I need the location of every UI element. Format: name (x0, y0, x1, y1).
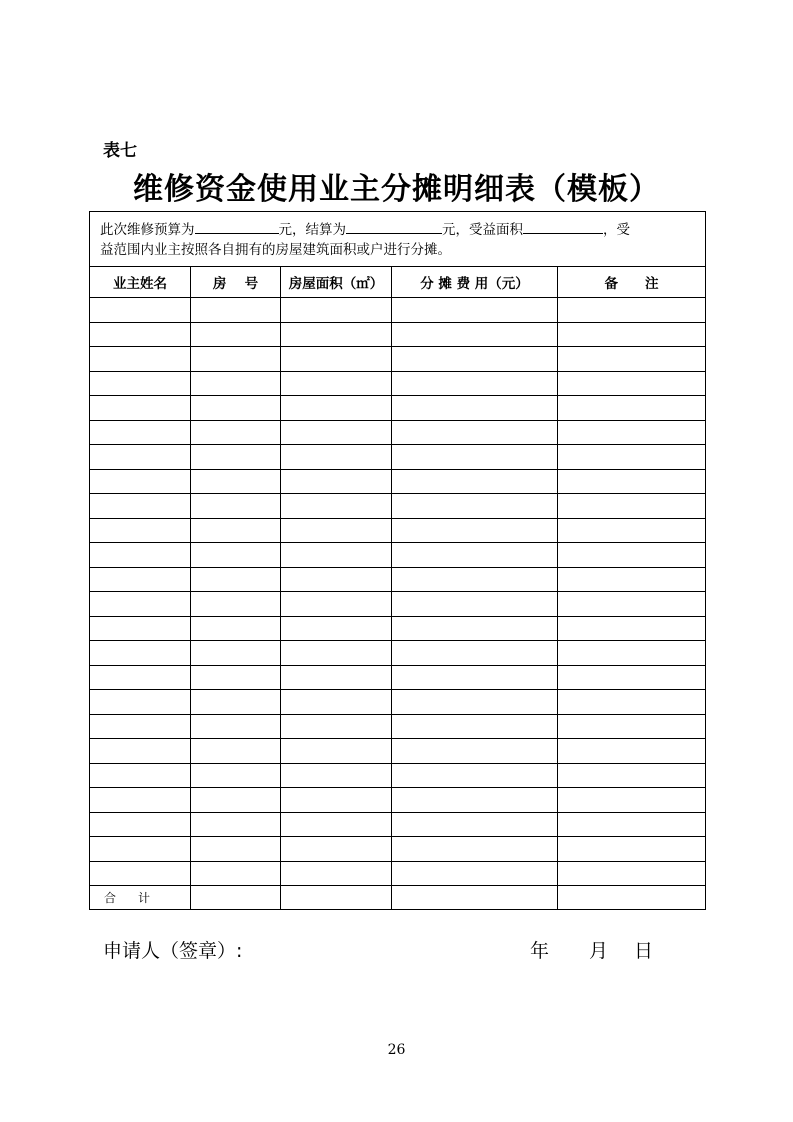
table-cell[interactable] (281, 837, 392, 862)
table-cell[interactable] (90, 812, 191, 837)
table-row (90, 788, 706, 813)
table-cell[interactable] (392, 420, 558, 445)
table-cell[interactable] (281, 494, 392, 519)
area-blank (523, 219, 603, 234)
table-cell[interactable] (191, 567, 281, 592)
table-cell[interactable] (558, 641, 706, 666)
table-label: 表七 (103, 141, 137, 161)
table-cell[interactable] (392, 567, 558, 592)
table-cell[interactable] (392, 690, 558, 715)
table-row (90, 812, 706, 837)
table-row (90, 690, 706, 715)
table-cell[interactable] (558, 469, 706, 494)
table-cell[interactable] (90, 837, 191, 862)
allocation-table (89, 211, 706, 910)
table-row (90, 371, 706, 396)
table-cell[interactable] (281, 420, 392, 445)
table-cell[interactable] (392, 445, 558, 470)
table-cell[interactable] (191, 543, 281, 568)
table-cell[interactable] (90, 763, 191, 788)
table-cell[interactable] (558, 616, 706, 641)
table-cell[interactable] (558, 494, 706, 519)
table-cell[interactable] (281, 469, 392, 494)
intro-row (90, 212, 706, 267)
table-cell[interactable] (558, 861, 706, 886)
table-cell[interactable] (191, 322, 281, 347)
table-cell[interactable] (558, 567, 706, 592)
table-row (90, 445, 706, 470)
table-cell[interactable] (558, 543, 706, 568)
table-cell[interactable] (191, 788, 281, 813)
total-cell[interactable] (392, 886, 558, 910)
table-cell[interactable] (392, 396, 558, 421)
table-cell[interactable] (281, 641, 392, 666)
table-cell[interactable] (90, 592, 191, 617)
table-cell[interactable] (90, 322, 191, 347)
table-cell[interactable] (281, 616, 392, 641)
table-row (90, 347, 706, 372)
table-row (90, 567, 706, 592)
table-cell[interactable] (281, 347, 392, 372)
table-row (90, 739, 706, 764)
table-cell[interactable] (558, 739, 706, 764)
table-cell[interactable] (191, 420, 281, 445)
table-cell[interactable] (392, 837, 558, 862)
table-cell[interactable] (392, 641, 558, 666)
table-cell[interactable] (90, 445, 191, 470)
table-cell[interactable] (558, 763, 706, 788)
budget-blank (195, 219, 279, 234)
table-cell[interactable] (191, 298, 281, 323)
table-row (90, 837, 706, 862)
table-cell[interactable] (392, 861, 558, 886)
table-cell[interactable] (191, 347, 281, 372)
table-cell[interactable] (90, 469, 191, 494)
table-cell[interactable] (281, 371, 392, 396)
intro-text-settlement: 元，结算为 (278, 221, 346, 238)
total-cell[interactable] (281, 886, 392, 910)
table-cell[interactable] (191, 592, 281, 617)
table-cell[interactable] (191, 812, 281, 837)
table-cell[interactable] (281, 714, 392, 739)
table-row (90, 420, 706, 445)
table-row (90, 616, 706, 641)
table-cell[interactable] (281, 592, 392, 617)
table-row (90, 494, 706, 519)
table-cell[interactable] (90, 347, 191, 372)
table-cell[interactable] (191, 861, 281, 886)
table-cell[interactable] (191, 665, 281, 690)
page-number: 26 (387, 1042, 406, 1058)
table-cell[interactable] (392, 763, 558, 788)
table-row (90, 763, 706, 788)
intro-text-tail: ，受 (603, 221, 630, 238)
table-row (90, 641, 706, 666)
table-cell[interactable] (392, 714, 558, 739)
table-cell[interactable] (191, 837, 281, 862)
table-cell[interactable] (281, 445, 392, 470)
total-cell[interactable] (191, 886, 281, 910)
intro-text-budget: 此次维修预算为 (100, 221, 195, 238)
column-header-remarks: 备 注 (558, 267, 706, 298)
table-cell[interactable] (281, 518, 392, 543)
table-cell[interactable] (90, 567, 191, 592)
table-cell[interactable] (558, 714, 706, 739)
table-cell[interactable] (558, 592, 706, 617)
table-cell[interactable] (558, 518, 706, 543)
table-row (90, 322, 706, 347)
table-row (90, 592, 706, 617)
table-row (90, 665, 706, 690)
table-cell[interactable] (392, 322, 558, 347)
table-cell[interactable] (90, 494, 191, 519)
table-cell[interactable] (90, 788, 191, 813)
table-cell[interactable] (392, 788, 558, 813)
table-cell[interactable] (558, 322, 706, 347)
total-row (90, 886, 706, 910)
table-cell[interactable] (191, 518, 281, 543)
table-cell[interactable] (281, 739, 392, 764)
table-cell[interactable] (191, 690, 281, 715)
table-cell[interactable] (191, 469, 281, 494)
day-label: 日 (634, 940, 654, 962)
table-cell[interactable] (281, 567, 392, 592)
intro-text-area: 元，受益面积 (442, 221, 523, 238)
table-cell[interactable] (90, 861, 191, 886)
table-cell[interactable] (392, 592, 558, 617)
table-cell[interactable] (90, 690, 191, 715)
table-cell[interactable] (90, 396, 191, 421)
table-cell[interactable] (281, 812, 392, 837)
table-cell[interactable] (281, 690, 392, 715)
table-cell[interactable] (281, 322, 392, 347)
table-cell[interactable] (191, 763, 281, 788)
table-cell[interactable] (558, 788, 706, 813)
total-cell[interactable] (558, 886, 706, 910)
table-cell[interactable] (191, 396, 281, 421)
month-label: 月 (589, 940, 609, 962)
table-cell[interactable] (392, 347, 558, 372)
table-cell[interactable] (281, 665, 392, 690)
column-header-shared-cost: 分 摊 费 用（元） (392, 267, 558, 298)
table-cell[interactable] (191, 445, 281, 470)
table-cell[interactable] (90, 298, 191, 323)
total-label: 合 计 (90, 886, 191, 910)
table-cell[interactable] (558, 371, 706, 396)
table-row (90, 396, 706, 421)
table-cell[interactable] (558, 298, 706, 323)
table-cell[interactable] (281, 543, 392, 568)
table-row (90, 714, 706, 739)
column-header-owner-name: 业主姓名 (90, 267, 191, 298)
table-cell[interactable] (392, 739, 558, 764)
table-cell[interactable] (191, 616, 281, 641)
table-cell[interactable] (558, 837, 706, 862)
table-cell[interactable] (90, 616, 191, 641)
table-cell[interactable] (191, 371, 281, 396)
table-cell[interactable] (191, 714, 281, 739)
table-cell[interactable] (558, 420, 706, 445)
table-cell[interactable] (191, 641, 281, 666)
header-row (90, 267, 706, 298)
column-header-room-number: 房 号 (191, 267, 281, 298)
table-cell[interactable] (90, 371, 191, 396)
table-cell[interactable] (392, 298, 558, 323)
table-cell[interactable] (558, 812, 706, 837)
table-cell[interactable] (90, 641, 191, 666)
settlement-blank (346, 219, 442, 234)
table-cell[interactable] (392, 518, 558, 543)
table-cell[interactable] (558, 665, 706, 690)
table-cell[interactable] (558, 445, 706, 470)
table-cell[interactable] (392, 543, 558, 568)
table-cell[interactable] (90, 543, 191, 568)
date-line (530, 936, 653, 963)
table-cell[interactable] (90, 665, 191, 690)
table-row (90, 861, 706, 886)
intro-cell (90, 212, 706, 267)
table-row (90, 518, 706, 543)
table-cell[interactable] (392, 812, 558, 837)
table-cell[interactable] (191, 739, 281, 764)
table-cell[interactable] (392, 494, 558, 519)
year-label: 年 (530, 940, 550, 962)
column-header-floor-area: 房屋面积（㎡） (281, 267, 392, 298)
table-cell[interactable] (90, 518, 191, 543)
table-cell[interactable] (191, 494, 281, 519)
table-cell[interactable] (281, 788, 392, 813)
table-cell[interactable] (90, 714, 191, 739)
applicant-signature-label: 申请人（签章）: (103, 940, 243, 962)
table-cell[interactable] (90, 739, 191, 764)
table-cell[interactable] (281, 298, 392, 323)
table-cell[interactable] (392, 371, 558, 396)
table-cell[interactable] (392, 469, 558, 494)
table-row (90, 469, 706, 494)
document-title: 维修资金使用业主分摊明细表（模板） (133, 172, 660, 207)
table-cell[interactable] (392, 616, 558, 641)
table-cell[interactable] (90, 420, 191, 445)
table-cell[interactable] (281, 763, 392, 788)
table-cell[interactable] (558, 396, 706, 421)
table-row (90, 543, 706, 568)
table-cell[interactable] (281, 861, 392, 886)
table-cell[interactable] (558, 690, 706, 715)
intro-text-line2: 益范围内业主按照各自拥有的房屋建筑面积或户进行分摊。 (100, 241, 451, 258)
table-cell[interactable] (558, 347, 706, 372)
table-cell[interactable] (392, 665, 558, 690)
table-row (90, 298, 706, 323)
table-cell[interactable] (281, 396, 392, 421)
